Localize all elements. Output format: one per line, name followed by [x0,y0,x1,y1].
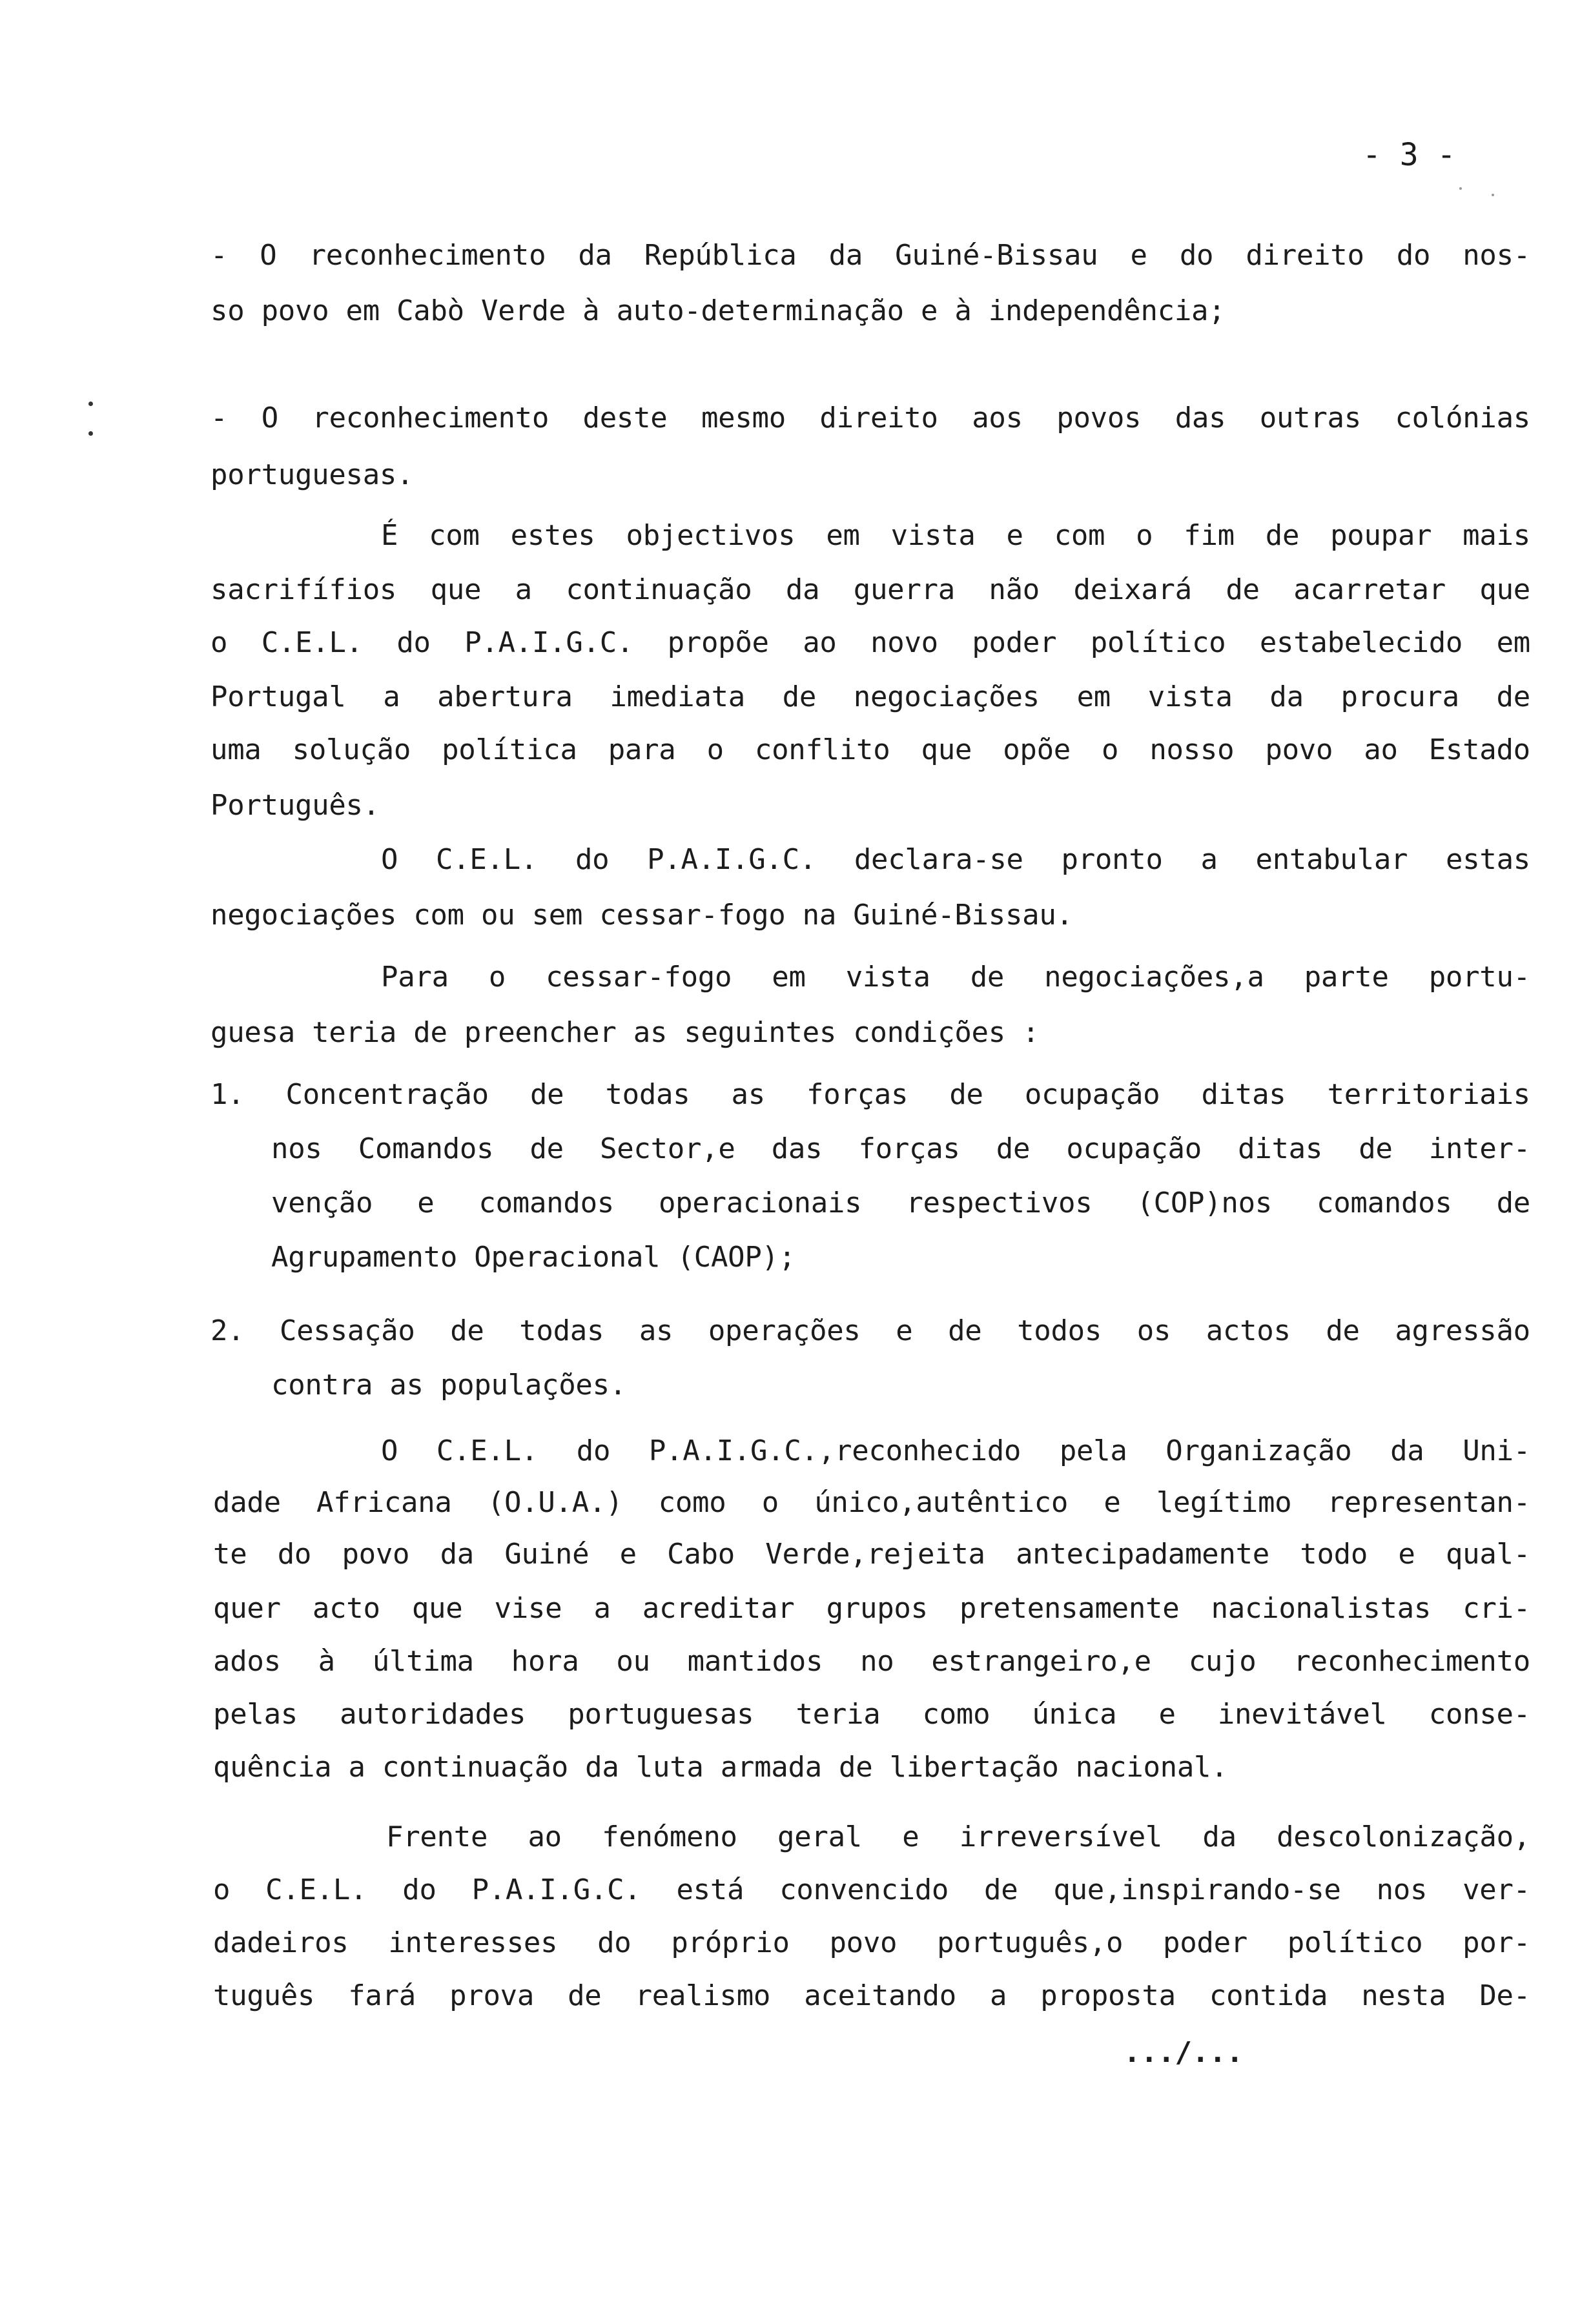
text-line: uma solução política para o conflito que opõe o nosso povo ao Estado [210,733,1530,766]
text-line: 2. Cessação de todas as operações e de todos os actos de agressão [210,1314,1530,1347]
text-line: so povo em Cabò Verde à auto-determinação e à independência; [210,294,1226,327]
text-line: quer acto que vise a acreditar grupos pretensamente nacionalistas cri- [213,1592,1530,1625]
text-line: O C.E.L. do P.A.I.G.C.,reconhecido pela Organização da Uni- [381,1434,1530,1467]
text-line: 1. Concentração de todas as forças de ocupação ditas territoriais [210,1078,1530,1111]
text-line: pelas autoridades portuguesas teria como única e inevitável conse- [213,1698,1530,1731]
continuation-marker: .../... [1124,2036,1244,2069]
text-line: O C.E.L. do P.A.I.G.C. declara-se pronto a entabular estas [381,843,1530,876]
text-line: te do povo da Guiné e Cabo Verde,rejeita antecipadamente todo e qual- [213,1538,1530,1571]
text-line: Agrupamento Operacional (CAOP); [271,1241,796,1274]
text-line: sacrifífios que a continuação da guerra não deixará de acarretar que [210,573,1530,606]
text-line: - O reconhecimento deste mesmo direito aos povos das outras colónias [210,402,1530,434]
text-line: tuguês fará prova de realismo aceitando a proposta contida nesta De- [213,1979,1530,2012]
text-line: negociações com ou sem cessar-fogo na Guiné-Bissau. [210,899,1073,932]
text-line: o C.E.L. do P.A.I.G.C. propõe ao novo poder político estabelecido em [210,626,1530,659]
scan-speck [88,402,93,406]
text-line: ados à última hora ou mantidos no estrangeiro,e cujo reconhecimento [213,1645,1530,1678]
text-line: portuguesas. [210,458,414,491]
text-line: Frente ao fenómeno geral e irreversível da descolonização, [386,1820,1530,1853]
text-line: Para o cessar-fogo em vista de negociações,a parte portu- [381,961,1530,994]
scan-speck [1459,187,1462,190]
text-line: Portugal a abertura imediata de negociações em vista da procura de [210,680,1530,713]
scan-speck [88,431,93,436]
text-line: - O reconhecimento da República da Guiné-Bissau e do direito do nos- [210,239,1530,272]
text-line: o C.E.L. do P.A.I.G.C. está convencido de que,inspirando-se nos ver- [213,1873,1530,1906]
scan-speck [1492,194,1494,196]
text-line: nos Comandos de Sector,e das forças de ocupação ditas de inter- [271,1132,1530,1165]
text-line: venção e comandos operacionais respectivos (COP)nos comandos de [271,1187,1530,1219]
text-line: É com estes objectivos em vista e com o fim de poupar mais [381,519,1530,552]
text-line: contra as populações. [271,1369,626,1402]
text-line: quência a continuação da luta armada de libertação nacional. [213,1751,1228,1784]
text-line: dade Africana (O.U.A.) como o único,autêntico e legítimo representan- [213,1486,1530,1519]
text-line: dadeiros interesses do próprio povo português,o poder político por- [213,1926,1530,1959]
text-line: Português. [210,789,380,822]
text-line: guesa teria de preencher as seguintes condições : [210,1016,1040,1049]
page-number: - 3 - [1362,137,1456,173]
